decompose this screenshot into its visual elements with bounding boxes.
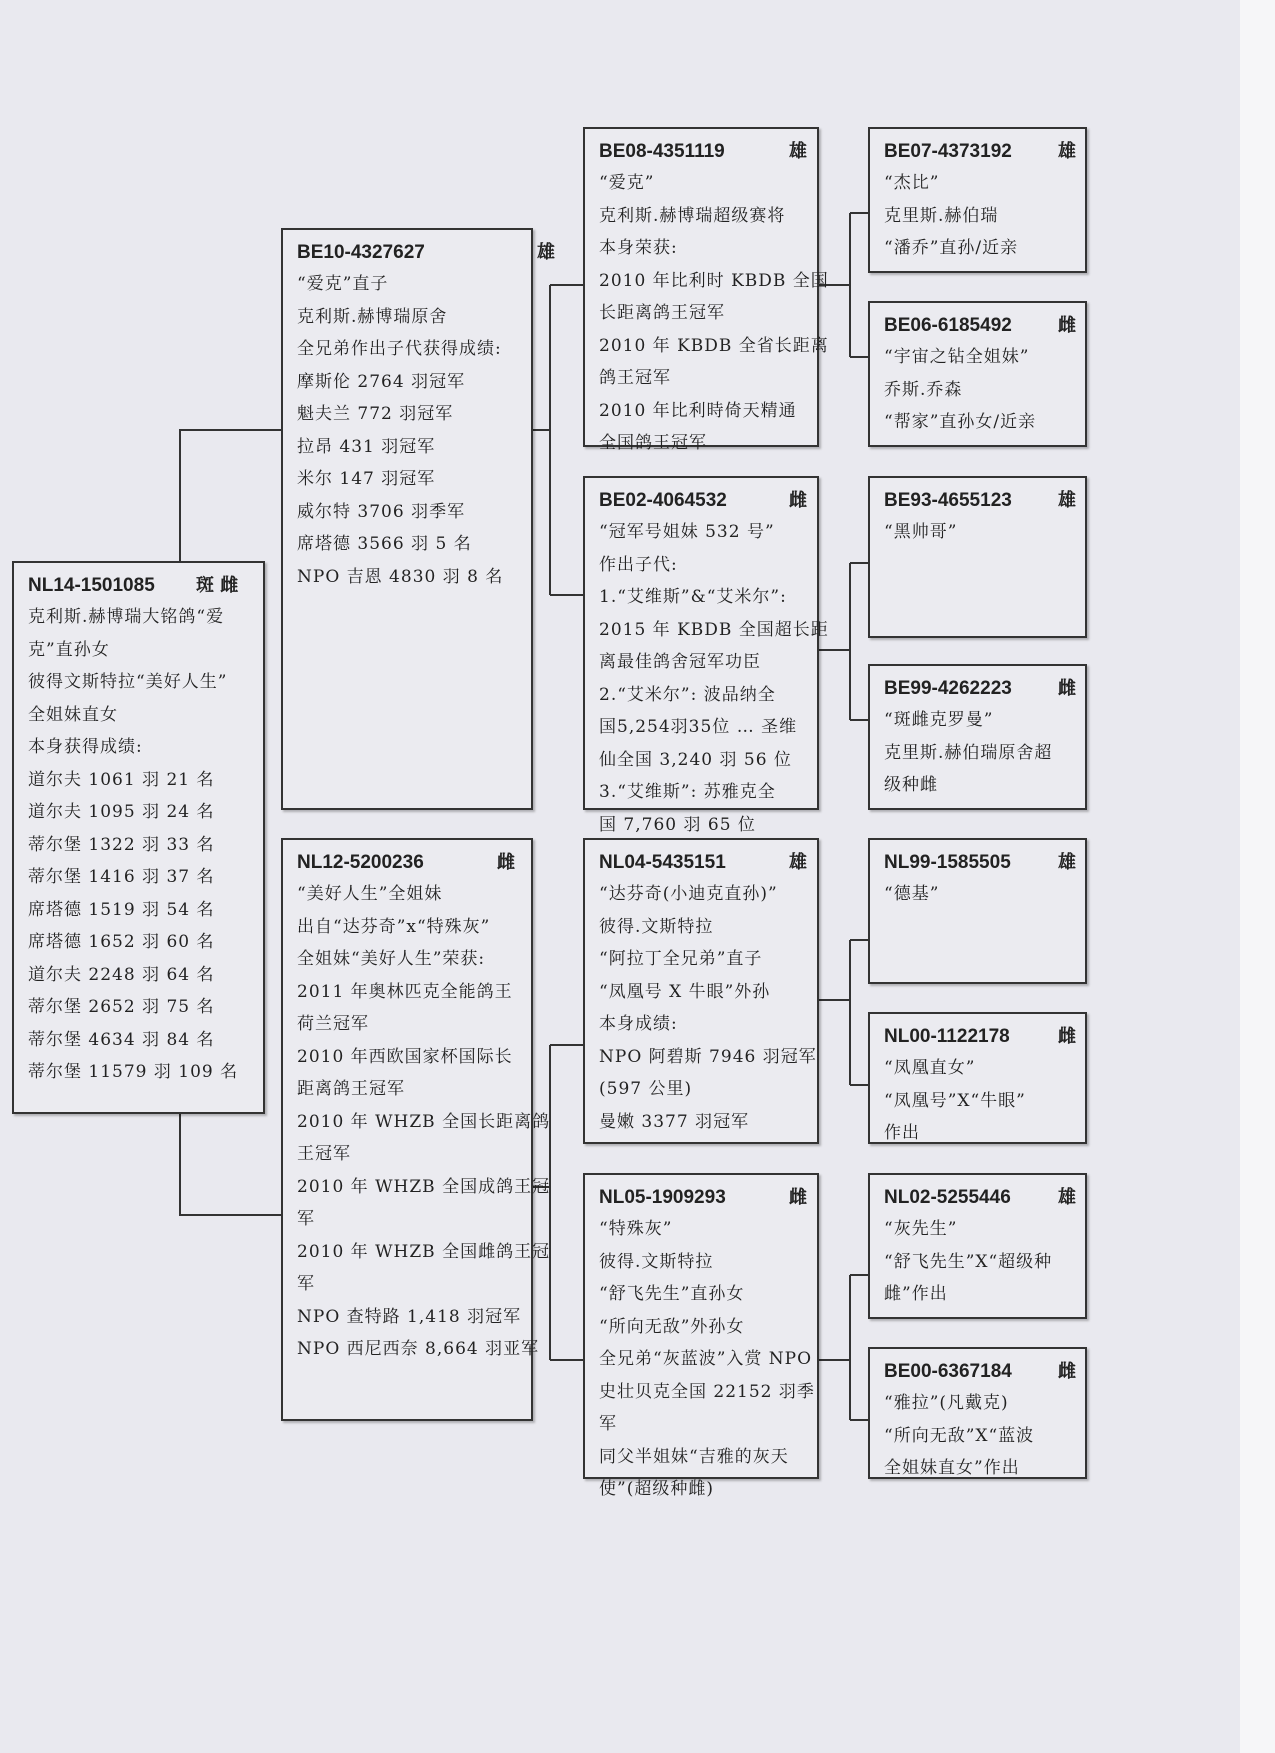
pedigree-line: 全姐妹“美好人生”荣获:	[297, 949, 486, 969]
ring-number	[884, 1022, 1085, 1052]
ring-number	[884, 137, 1085, 167]
ring-number	[599, 1183, 817, 1213]
pedigree-line: “凤凰号 X 牛眼”外孙	[599, 981, 771, 1002]
pedigree-line: 作出	[884, 1123, 920, 1143]
ring-number	[599, 848, 817, 878]
pedigree-line: 道尔夫 1061 羽 21 名	[28, 769, 215, 790]
pedigree-line: 3.“艾维斯”: 苏雅克全	[599, 782, 776, 802]
pedigree-line: 全国鸽王冠军	[599, 433, 707, 453]
pedigree-line: 史壮贝克全国 22152 羽季	[599, 1381, 815, 1402]
pedigree-line: 彼得.文斯特拉	[599, 916, 714, 937]
pedigree-line: 仙全国 3,240 羽 56 位	[599, 749, 792, 770]
pedigree-line: 出自“达芬奇”x“特殊灰”	[297, 916, 491, 937]
pedigree-line: 长距离鸽王冠军	[599, 303, 725, 323]
ring-number	[884, 1183, 1085, 1213]
pedigree-line: 克里斯.赫伯瑞	[884, 205, 999, 226]
pedigree-line: “雅拉”(凡戴克)	[884, 1393, 1009, 1413]
pedigree-line: 乔斯.乔森	[884, 379, 963, 400]
pedigree-line: 蒂尔堡 2652 羽 75 名	[28, 997, 215, 1017]
pedigree-line: “凤凰号”X“牛眼”	[884, 1090, 1026, 1111]
ring-number-text: BE93-4655123	[884, 490, 1012, 511]
pedigree-line: 军	[599, 1414, 617, 1434]
pedigree-line: 曼嫩 3377 羽冠军	[599, 1111, 750, 1132]
pedigree-line: 全兄弟“灰蓝波”入赏 NPO	[599, 1349, 813, 1369]
sex-label: 雄	[537, 242, 555, 263]
pedigree-line: 威尔特 3706 羽季军	[297, 501, 466, 522]
pedigree-line: 2010 年西欧国家杯国际长	[297, 1046, 513, 1067]
pedigree-line: 摩斯伦 2764 羽冠军	[297, 371, 466, 392]
pedigree-line: 雌”作出	[884, 1284, 948, 1304]
pedigree-line: 全姐妹直女	[28, 704, 118, 725]
pedigree-line: 克利斯.赫博瑞大铭鸽“爱	[28, 607, 225, 627]
sex-label: 斑 雌	[196, 575, 239, 596]
pigeon-box-sire-sire	[583, 127, 829, 453]
pigeon-box-sire	[281, 228, 555, 810]
ring-number	[884, 674, 1085, 704]
sex-label: 雄	[1058, 1187, 1076, 1208]
pedigree-line: 克利斯.赫博瑞超级赛将	[599, 205, 786, 226]
sex-label: 雌	[1058, 315, 1076, 336]
connector-dam	[533, 1045, 583, 1360]
pedigree-line: “德基”	[884, 884, 940, 904]
ring-number	[297, 848, 531, 878]
sex-label: 雌	[1058, 1026, 1076, 1047]
sex-label: 雄	[1058, 490, 1076, 511]
pedigree-line: “特殊灰”	[599, 1219, 673, 1239]
pedigree-line: 道尔夫 2248 羽 64 名	[28, 964, 215, 985]
pedigree-line: 国5,254羽35位 … 圣维	[599, 717, 798, 737]
ring-number-text: BE10-4327627	[297, 242, 425, 263]
pedigree-line: 作出子代:	[599, 554, 678, 575]
ring-number-text: NL12-5200236	[297, 852, 424, 873]
pedigree-line: 距离鸽王冠军	[297, 1079, 405, 1099]
ring-number-text: NL00-1122178	[884, 1026, 1010, 1047]
pedigree-line: 克里斯.赫伯瑞原舍超	[884, 742, 1053, 763]
pedigree-line: 彼得.文斯特拉	[599, 1251, 714, 1272]
pedigree-line: “阿拉丁全兄弟”直子	[599, 949, 763, 969]
pedigree-line: 使”(超级种雌)	[599, 1479, 714, 1499]
pedigree-line: 王冠军	[297, 1144, 351, 1164]
ring-number-text: NL02-5255446	[884, 1187, 1011, 1208]
pedigree-line: 2010 年 WHZB 全国成鸽王冠	[297, 1176, 551, 1197]
sex-label: 雌	[497, 852, 515, 873]
pedigree-line: “凤凰直女”	[884, 1058, 976, 1078]
sex-label: 雌	[789, 490, 807, 511]
pedigree-line: 席塔德 3566 羽 5 名	[297, 534, 472, 554]
pigeon-box-gg-3	[868, 476, 1087, 638]
sex-label: 雄	[789, 141, 807, 162]
ring-number	[297, 238, 555, 268]
pedigree-line: 军	[297, 1274, 315, 1294]
ring-number	[599, 137, 817, 167]
pedigree-line: 蒂尔堡 1416 羽 37 名	[28, 867, 215, 887]
pedigree-line: “斑雌克罗曼”	[884, 710, 994, 730]
connector-gp4	[819, 1275, 868, 1420]
pigeon-box-dam-sire	[583, 838, 819, 1144]
ring-number-text: BE00-6367184	[884, 1361, 1012, 1382]
pedigree-line: 级种雌	[884, 775, 938, 795]
pedigree-line: 国 7,760 羽 65 位	[599, 814, 756, 835]
pigeon-box-gg-1	[868, 127, 1087, 273]
pedigree-line: “黑帅哥”	[884, 522, 958, 542]
pedigree-line: “杰比”	[884, 173, 940, 193]
sex-label: 雄	[1058, 852, 1076, 873]
ring-number	[599, 486, 817, 516]
pedigree-line: “所向无敌”外孙女	[599, 1316, 745, 1337]
pedigree-line: “爱克”	[599, 173, 655, 193]
ring-number-text: NL05-1909293	[599, 1187, 726, 1208]
pedigree-line: NPO 西尼西奈 8,664 羽亚军	[297, 1339, 540, 1359]
pedigree-line: 道尔夫 1095 羽 24 名	[28, 802, 215, 822]
pedigree-line: 2.“艾米尔”: 波品纳全	[599, 684, 776, 705]
pedigree-line: “潘乔”直孙/近亲	[884, 238, 1019, 258]
pedigree-line: 全姐妹直女”作出	[884, 1458, 1020, 1478]
pedigree-line: “美好人生”全姐妹	[297, 884, 443, 904]
pedigree-line: 彼得文斯特拉“美好人生”	[28, 672, 228, 692]
ring-number	[28, 571, 263, 601]
pedigree-line: “舒飞先生”X“超级种	[884, 1251, 1053, 1272]
pigeon-box-gg-4	[868, 664, 1087, 810]
ring-number-text: NL04-5435151	[599, 852, 726, 873]
ring-number-text: BE06-6185492	[884, 315, 1012, 336]
pedigree-line: 1.“艾维斯”&“艾米尔”:	[599, 587, 787, 607]
ring-number-text: NL14-1501085	[28, 575, 155, 596]
pedigree-line: 2015 年 KBDB 全国超长距	[599, 619, 829, 640]
pedigree-line: 军	[297, 1209, 315, 1229]
pedigree-line: 蒂尔堡 1322 羽 33 名	[28, 834, 215, 855]
pedigree-line: 蒂尔堡 11579 羽 109 名	[28, 1062, 239, 1082]
pedigree-line: 拉昂 431 羽冠军	[297, 436, 436, 457]
pedigree-line: “舒飞先生”直孙女	[599, 1284, 745, 1304]
sex-label: 雄	[789, 852, 807, 873]
pedigree-line: 鸽王冠军	[599, 368, 671, 388]
pedigree-line: 离最佳鸽舍冠军功臣	[599, 652, 761, 672]
sex-label: 雌	[789, 1187, 807, 1208]
pigeon-box-subject	[12, 561, 265, 1114]
ring-number	[884, 311, 1085, 341]
pigeon-box-gg-5	[868, 838, 1087, 984]
pedigree-line: 2010 年比利時倚天精通	[599, 400, 797, 421]
pigeon-box-gg-6	[868, 1012, 1087, 1144]
ring-number-text: BE02-4064532	[599, 490, 727, 511]
connector-sire	[533, 285, 583, 595]
pedigree-line: “冠军号姐妹 532 号”	[599, 522, 775, 542]
pigeon-box-gg-2	[868, 301, 1087, 447]
pigeon-box-sire-dam	[583, 476, 829, 835]
pedigree-line: NPO 查特路 1,418 羽冠军	[297, 1306, 522, 1327]
pedigree-line: 全兄弟作出子代获得成绩:	[297, 339, 502, 359]
pigeon-box-gg-7	[868, 1173, 1087, 1319]
ring-number-text: NL99-1585505	[884, 852, 1011, 873]
pedigree-line: 克利斯.赫博瑞原舍	[297, 306, 448, 327]
pedigree-line: “达芬奇(小迪克直孙)”	[599, 884, 778, 904]
ring-number-text: BE07-4373192	[884, 141, 1012, 162]
ring-number	[884, 486, 1085, 516]
pedigree-line: 本身获得成绩:	[28, 737, 143, 757]
pigeon-box-dam	[281, 838, 551, 1421]
pedigree-line: 2010 年 KBDB 全省长距离	[599, 335, 829, 356]
connector-gp2	[819, 563, 868, 720]
ring-number	[884, 1357, 1085, 1387]
pedigree-line: 蒂尔堡 4634 羽 84 名	[28, 1029, 215, 1050]
sex-label: 雄	[1058, 141, 1076, 162]
sex-label: 雌	[1058, 1361, 1076, 1382]
pedigree-line: 本身成绩:	[599, 1014, 678, 1034]
pedigree-line: 克”直孙女	[28, 639, 110, 660]
pedigree-line: 魁夫兰 772 羽冠军	[297, 404, 454, 424]
connector-gp3	[819, 940, 868, 1085]
ring-number-text: BE99-4262223	[884, 678, 1012, 699]
pedigree-line: “爱克”直子	[297, 274, 389, 294]
pedigree-line: 本身荣获:	[599, 238, 678, 258]
sex-label: 雌	[1058, 678, 1076, 699]
pedigree-line: 2011 年奥林匹克全能鸽王	[297, 981, 513, 1002]
pedigree-line: (597 公里)	[599, 1079, 693, 1099]
pedigree-line: 席塔德 1519 羽 54 名	[28, 899, 215, 920]
ring-number	[884, 848, 1085, 878]
pedigree-line: “灰先生”	[884, 1219, 958, 1239]
pedigree-line: 2010 年 WHZB 全国长距离鸽	[297, 1111, 551, 1132]
pedigree-line: 荷兰冠军	[297, 1014, 369, 1034]
pedigree-line: “所向无敌”X“蓝波	[884, 1425, 1035, 1446]
pedigree-line: “帮家”直孙女/近亲	[884, 412, 1037, 432]
pedigree-line: 同父半姐妹“吉雅的灰天	[599, 1446, 789, 1467]
pigeon-box-dam-dam	[583, 1173, 819, 1499]
pedigree-line: 2010 年比利时 KBDB 全国	[599, 270, 829, 291]
pedigree-line: NPO 吉恩 4830 羽 8 名	[297, 566, 504, 587]
pedigree-line: 席塔德 1652 羽 60 名	[28, 932, 215, 952]
pigeon-box-gg-8	[868, 1347, 1087, 1479]
pedigree-line: 米尔 147 羽冠军	[297, 469, 436, 489]
ring-number-text: BE08-4351119	[599, 141, 725, 162]
pedigree-line: 2010 年 WHZB 全国雌鸽王冠	[297, 1241, 551, 1262]
pedigree-line: NPO 阿碧斯 7946 羽冠军	[599, 1046, 817, 1067]
pedigree-line: “宇宙之钻全姐妹”	[884, 347, 1030, 367]
